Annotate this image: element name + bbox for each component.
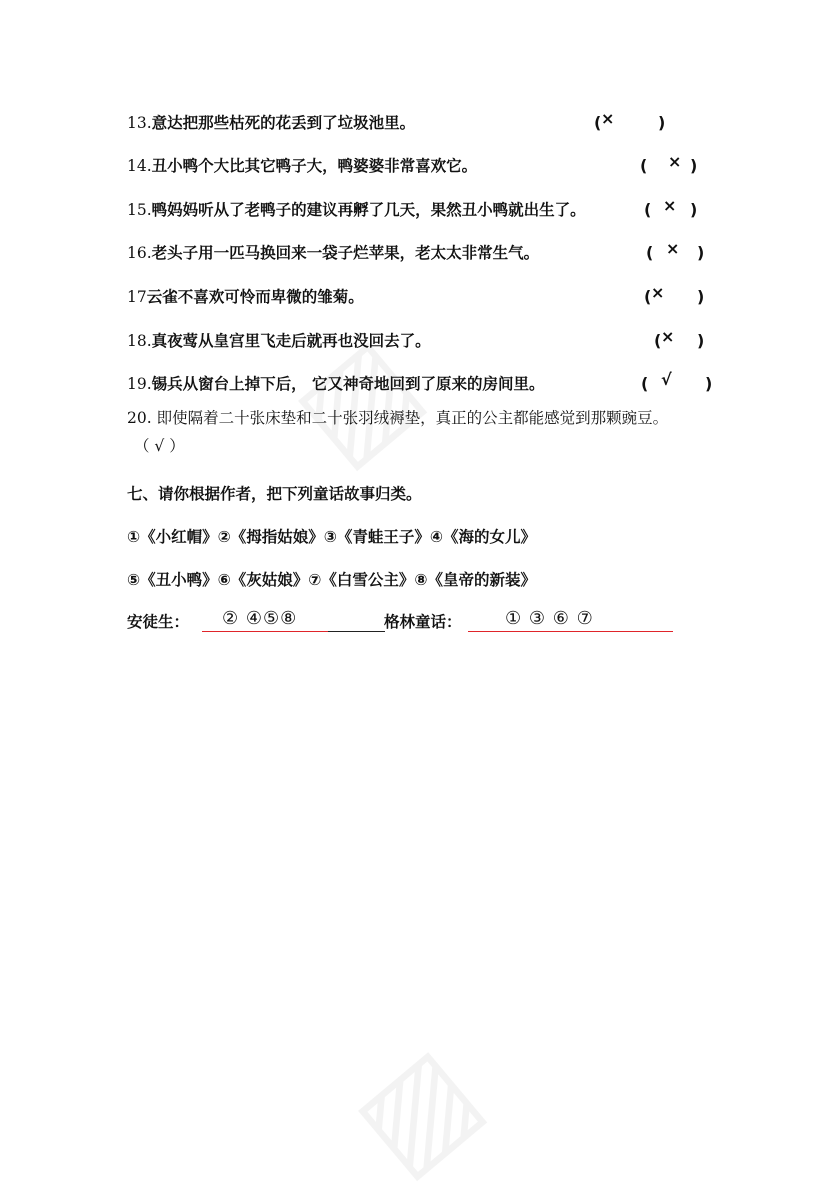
question-number: 19. — [127, 375, 152, 393]
answer-mark[interactable]: × — [666, 239, 680, 258]
question-row — [127, 287, 364, 307]
question-20: 20. 即使隔着二十张床垫和二十张羽绒褥垫，真正的公主都能感觉到那颗豌豆。 — [127, 409, 669, 427]
andersen-label: 安徒生： — [127, 613, 190, 631]
answer-bracket-close: ) — [690, 156, 698, 175]
question-row — [127, 374, 545, 394]
question-text: 真夜莺从皇宫里飞走后就再也没回去了。 — [151, 332, 431, 350]
andersen-answer[interactable]: ② ④⑤⑧ — [222, 608, 298, 629]
answer-bracket-open: ( — [654, 331, 662, 350]
question-row — [127, 156, 477, 176]
andersen-answer-line-end — [328, 631, 385, 632]
question-text: 锡兵从窗台上掉下后， 它又神奇地回到了原来的房间里。 — [151, 375, 545, 393]
answer-bracket-open: ( — [644, 287, 652, 306]
question-text: 老头子用一匹马换回来一袋子烂苹果，老太太非常生气。 — [151, 244, 540, 262]
story-list-2: ⑤《丑小鸭》⑥《灰姑娘》⑦《白雪公主》⑧《皇帝的新装》 — [127, 571, 536, 589]
answer-bracket-close: ) — [705, 374, 713, 393]
question-row — [127, 243, 539, 263]
answer-bracket-close: ) — [697, 287, 705, 306]
grimm-label: 格林童话： — [384, 613, 462, 631]
answer-mark[interactable]: × — [668, 152, 682, 171]
answer-mark[interactable]: √ — [661, 370, 672, 389]
grimm-answer-line — [468, 631, 673, 632]
grimm-answer[interactable]: ① ③ ⑥ ⑦ — [505, 608, 594, 629]
question-row — [127, 113, 415, 133]
question-row — [127, 200, 586, 220]
watermark — [329, 1020, 505, 1199]
answer-bracket-open: ( — [646, 243, 654, 262]
answer-bracket-open: ( — [594, 113, 602, 132]
answer-bracket-close: ) — [697, 243, 705, 262]
answer-bracket-open: ( — [640, 156, 648, 175]
answer-bracket-close: ) — [697, 331, 705, 350]
question-20-answer: （ √ ） — [134, 437, 185, 455]
answer-bracket-open: ( — [641, 374, 649, 393]
question-text: 意达把那些枯死的花丢到了垃圾池里。 — [151, 114, 416, 132]
question-number: 18. — [127, 332, 152, 350]
section-7-title: 七、请你根据作者，把下列童话故事归类。 — [127, 485, 422, 503]
question-number: 14. — [127, 157, 152, 175]
question-number: 15. — [127, 201, 152, 219]
question-number: 13. — [127, 114, 152, 132]
question-text: 丑小鸭个大比其它鸭子大，鸭婆婆非常喜欢它。 — [151, 157, 478, 175]
question-text: 云雀不喜欢可怜而卑微的雏菊。 — [146, 288, 364, 306]
answer-mark[interactable]: × — [661, 327, 675, 346]
answer-mark[interactable]: × — [663, 196, 677, 215]
answer-bracket-close: ) — [690, 200, 698, 219]
answer-bracket-close: ) — [658, 113, 666, 132]
answer-mark[interactable]: × — [601, 109, 615, 128]
question-number: 17 — [127, 288, 147, 306]
andersen-answer-line — [202, 631, 328, 632]
story-list-1: ①《小红帽》②《拇指姑娘》③《青蛙王子》④《海的女儿》 — [127, 528, 536, 546]
question-number: 16. — [127, 244, 152, 262]
question-text: 鸭妈妈听从了老鸭子的建议再孵了几天，果然丑小鸭就出生了。 — [151, 201, 586, 219]
answer-mark[interactable]: × — [651, 283, 665, 302]
question-row — [127, 331, 431, 351]
answer-bracket-open: ( — [644, 200, 652, 219]
